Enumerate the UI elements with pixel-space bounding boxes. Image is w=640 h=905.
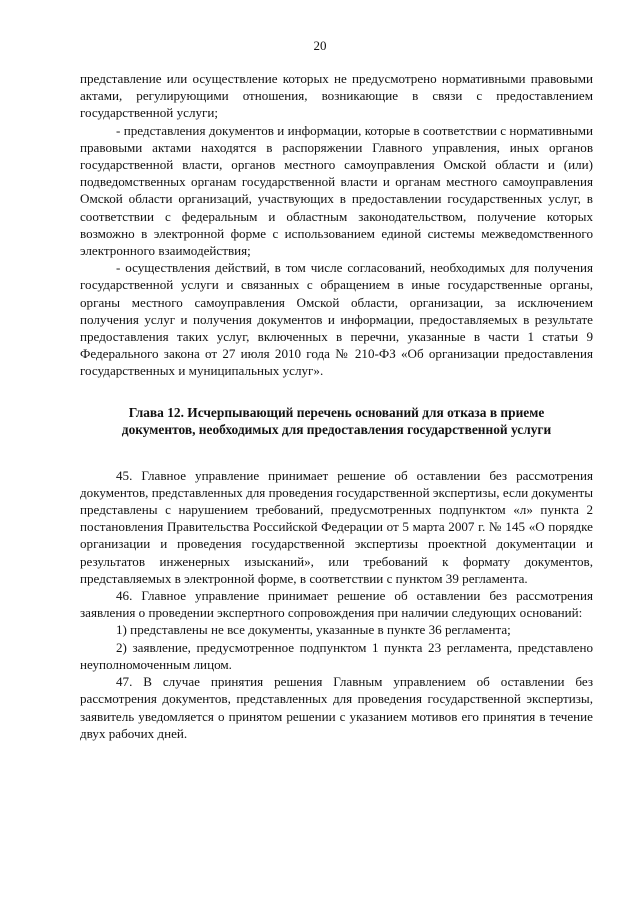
- paragraph-45: 45. Главное управление принимает решение об оставлении без рассмотрения документов, представленных для проведения государственной экспертизы, если документы представлены с нарушением требований, предусмотренных подпунктом «л» пункта 2 постановления Правительства Российской Федерации от 5 марта 2007 г. № 145 «О порядке организации и проведения государственной экспертизы проектной документации и результатов инженерных изысканий», или требований к формату документов, представляемых в электронной форме, в соответствии с пунктом 39 регламента.: [80, 467, 593, 586]
- page-number: 20: [313, 38, 327, 53]
- paragraph-item-actions: - осуществления действий, в том числе согласований, необходимых для получения государственной услуги и связанных с обращением в иные государственные органы, органы местного самоуправления Омской области, организации, за исключением получения услуг и получения документов и информации, предоставляемых в результате предоставления таких услуг, включенных в перечни, указанные в части 1 статьи 9 Федерального закона от 27 июля 2010 года № 210-ФЗ «Об организации предоставления государственных и муниципальных услуг».: [80, 260, 593, 379]
- paragraph-continuation: представление или осуществление которых не предусмотрено нормативными правовыми актами, регулирующими отношения, возникающие в связи с предоставлением государственной услуги;: [80, 71, 593, 121]
- paragraph-47: 47. В случае принятия решения Главным управлением об оставлении без рассмотрения документов, представленных для проведения государственной экспертизы, заявитель уведомляется о принятом решении с указанием мотивов его принятия в течение двух рабочих дней.: [80, 674, 593, 741]
- document-body: [80, 70, 593, 742]
- paragraph-46-item-1: 1) представлены не все документы, указанные в пункте 36 регламента;: [116, 622, 511, 638]
- paragraph-46-item-2: 2) заявление, предусмотренное подпунктом 1 пункта 23 регламента, представлено неуполномоченным лицом.: [80, 639, 593, 672]
- paragraph-item-documents: - представления документов и информации, которые в соответствии с нормативными правовыми актами находятся в распоряжении Главного управления, иных органов государственной власти, органов местного самоуправления Омской области и (или) подведомственных органам государственной власти и органам местного самоуправления Омской области организаций, участвующих в предоставлении государственных услуг, в соответствии с федеральным и областным законодательством, получение которых возможно в электронной форме с использованием единой системы межведомственного электронного взаимодействия;: [80, 122, 593, 259]
- chapter-heading: Глава 12. Исчерпывающий перечень оснований для отказа в приеме документов, необходимых для предоставления государственной услуги: [121, 404, 552, 438]
- paragraph-46: 46. Главное управление принимает решение об оставлении без рассмотрения заявления о проведении экспертного сопровождения при наличии следующих оснований:: [80, 588, 593, 621]
